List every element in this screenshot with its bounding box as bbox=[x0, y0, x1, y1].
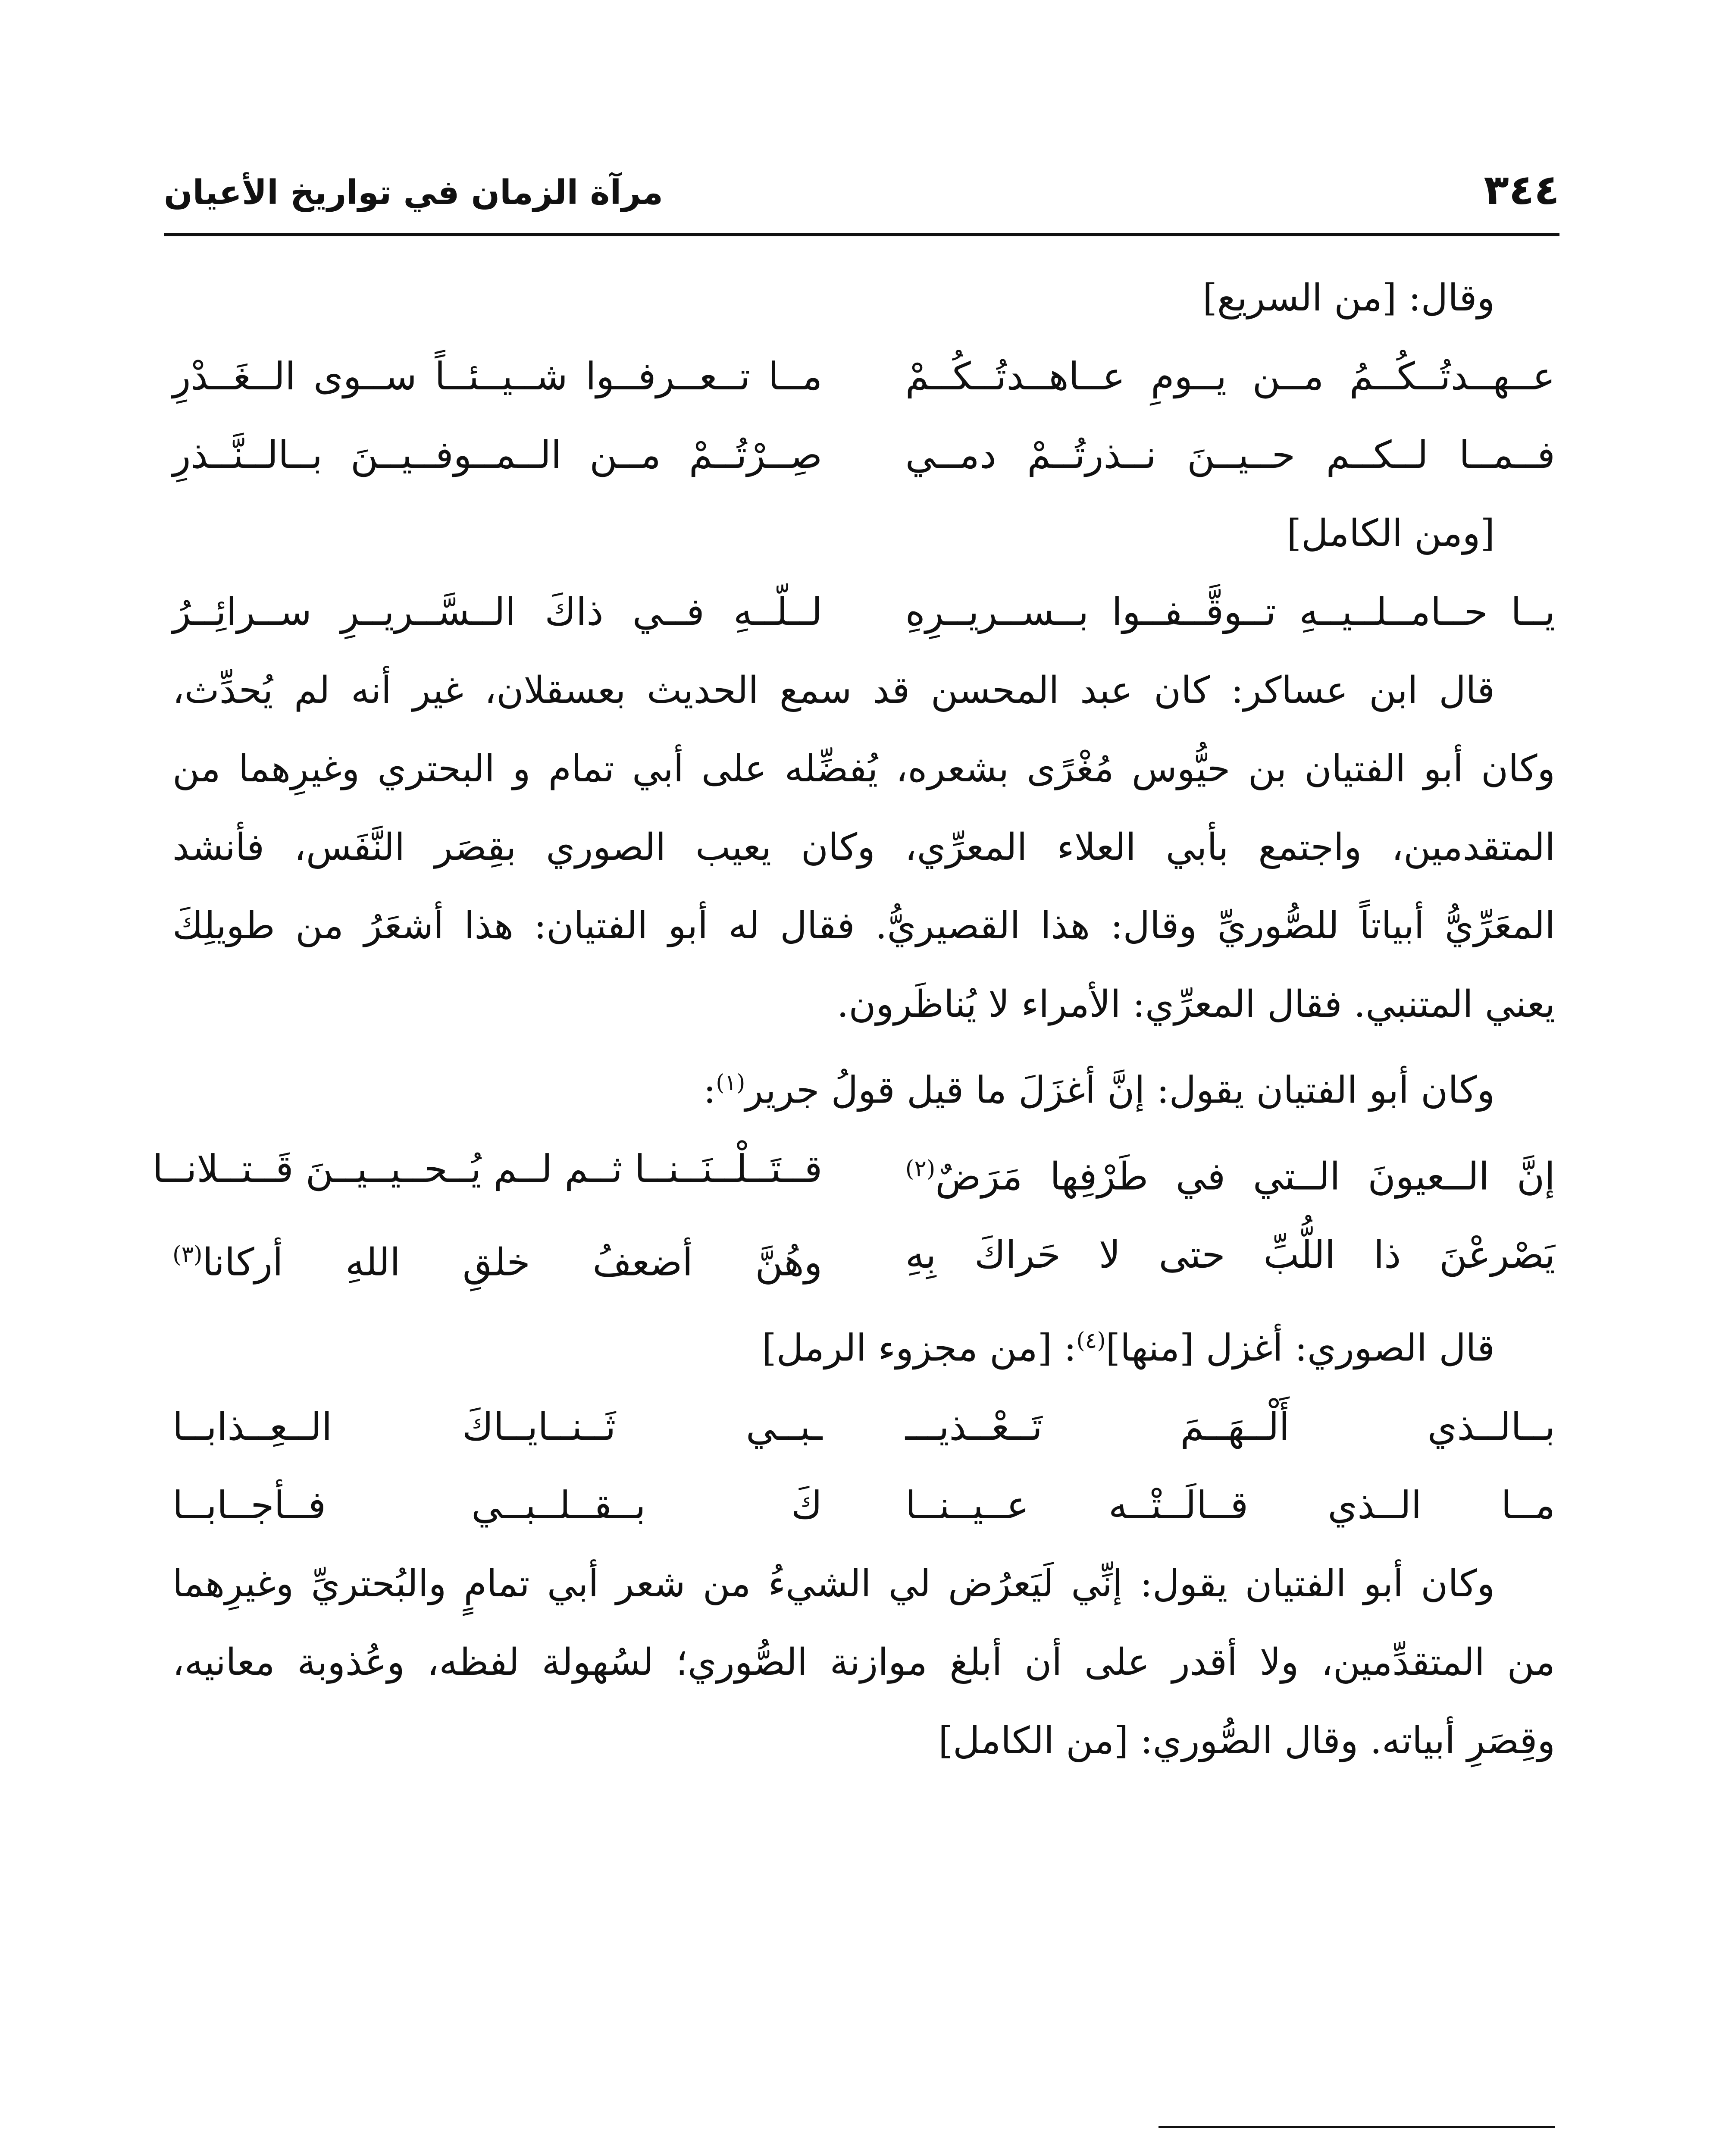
first-hemistich: مــا الــذي قــالَــتْــه عــيــنــا bbox=[905, 1482, 1555, 1527]
second-hemistich bbox=[172, 1216, 822, 1301]
poem-intro bbox=[172, 1301, 1555, 1388]
page-header bbox=[164, 160, 1559, 224]
verse-line bbox=[172, 416, 1555, 494]
second-hemistich: ـبــي ثَــنــايــاكَ الــعِــذابــا bbox=[172, 1404, 823, 1449]
verse-line bbox=[172, 1216, 1555, 1301]
second-hemistich: لــلّــهِ فــي ذاكَ الــسَّــريــرِ ســرائِــرُ bbox=[172, 589, 823, 634]
hemistich-text: إنَّ الــعيونَ الــتي في طَرْفِها مَرَضٌ bbox=[935, 1153, 1555, 1198]
footnote-marker: (٣) bbox=[172, 1241, 203, 1268]
footnote-marker: (٤) bbox=[1076, 1328, 1106, 1354]
verse-line bbox=[172, 337, 1555, 416]
second-hemistich: كَ بــقــلــبــي فــأجــابــا bbox=[172, 1482, 823, 1527]
intro-text: قال الصوري: أغزل [منها] bbox=[1105, 1326, 1495, 1370]
poem-intro: [ومن الكامل] bbox=[1287, 512, 1495, 555]
page-number: ٣٤٤ bbox=[1484, 166, 1559, 214]
paragraph-line: المتقدمين، واجتمع بأبي العلاء المعرِّي، وكان يعيب الصوري بقِصَر النَّفَس، فأنشد bbox=[172, 826, 1555, 869]
footnotes bbox=[172, 2150, 1555, 2156]
hemistich-text: وهُنَّ أضعفُ خلقِ اللهِ أركانا bbox=[202, 1240, 823, 1285]
first-hemistich: يــا حــامــلــيــهِ تــوقَّــفــوا بــســريــرِهِ bbox=[905, 589, 1555, 634]
second-hemistich: قــتَــلْــنَــنــا ثــم لــم يُــحــيــيــنَ قَــتــلانــا bbox=[152, 1146, 823, 1191]
first-hemistich: يَصْرعْنَ ذا اللُّبِّ حتى لا حَراكَ بِهِ bbox=[905, 1232, 1555, 1277]
paragraph-line: وكان أبو الفتيان بن حيُّوس مُغْرًى بشعره، يُفضِّله على أبي تمام و البحتري وغيرِهما من bbox=[172, 747, 1555, 790]
paragraph-line: قال ابن عساكر: كان عبد المحسن قد سمع الحديث بعسقلان، غير أنه لم يُحدِّث، bbox=[172, 669, 1495, 712]
main-text bbox=[152, 259, 1555, 1780]
footnote-marker: (٢) bbox=[905, 1155, 936, 1182]
first-hemistich: عــهــدتُــكُــمُ مــن يــومِ عــاهــدتُــكُــمْ bbox=[905, 354, 1555, 398]
paragraph-line: وقِصَرِ أبياته. وقال الصُّوري: [من الكامل] bbox=[938, 1719, 1555, 1762]
paragraph-line: من المتقدِّمين، ولا أقدر على أن أبلغ موازنة الصُّوري؛ لسُهولة لفظه، وعُذوبة معانيه، bbox=[172, 1640, 1555, 1684]
first-hemistich: فــمــا لــكــم حــيــنَ نــذرتُــمْ دمــي bbox=[905, 432, 1555, 477]
first-hemistich: بــالــذي أَلْــهَــمَ تَــعْــذيـــ bbox=[905, 1404, 1555, 1449]
intro-text: : bbox=[703, 1069, 716, 1112]
verse-line bbox=[172, 573, 1555, 651]
intro-text: وكان أبو الفتيان يقول: إنَّ أغزَلَ ما قيل قولُ جرير bbox=[745, 1069, 1495, 1112]
paragraph-line: المعَرِّيُّ أبياتاً للصُّوريِّ وقال: هذا القصيريُّ. فقال له أبو الفتيان: هذا أشعَرُ من طويلِكَ bbox=[172, 904, 1555, 947]
running-title: مرآة الزمان في تواريخ الأعيان bbox=[164, 173, 664, 212]
header-rule bbox=[164, 233, 1559, 236]
footnote-marker: (١) bbox=[716, 1070, 745, 1096]
footnote bbox=[172, 2150, 1555, 2156]
verse-line bbox=[172, 1466, 1555, 1545]
intro-text: : [من مجزوء الرمل] bbox=[762, 1326, 1077, 1370]
second-hemistich: مــا تــعــرفــوا شــيــئــاً ســوى الــغَــدْرِ bbox=[172, 354, 823, 398]
second-hemistich: صِــرْتُــمْ مــن الــمــوفــيــنَ بــالــنَّــذرِ bbox=[172, 432, 823, 477]
poem-intro: وقال: [من السريع] bbox=[1202, 276, 1495, 320]
first-hemistich bbox=[905, 1130, 1555, 1216]
poem-intro bbox=[172, 1044, 1555, 1130]
footnote-rule bbox=[1159, 2126, 1555, 2128]
paragraph-line: يعني المتنبي. فقال المعرِّي: الأمراء لا يُناظَرون. bbox=[837, 983, 1555, 1026]
verse-line bbox=[172, 1388, 1555, 1466]
verse-line bbox=[152, 1130, 1555, 1216]
paragraph-line: وكان أبو الفتيان يقول: إنِّي لَيَعرُض لي الشيءُ من شعر أبي تمامٍ والبُحتريِّ وغيرِهما bbox=[172, 1562, 1495, 1605]
